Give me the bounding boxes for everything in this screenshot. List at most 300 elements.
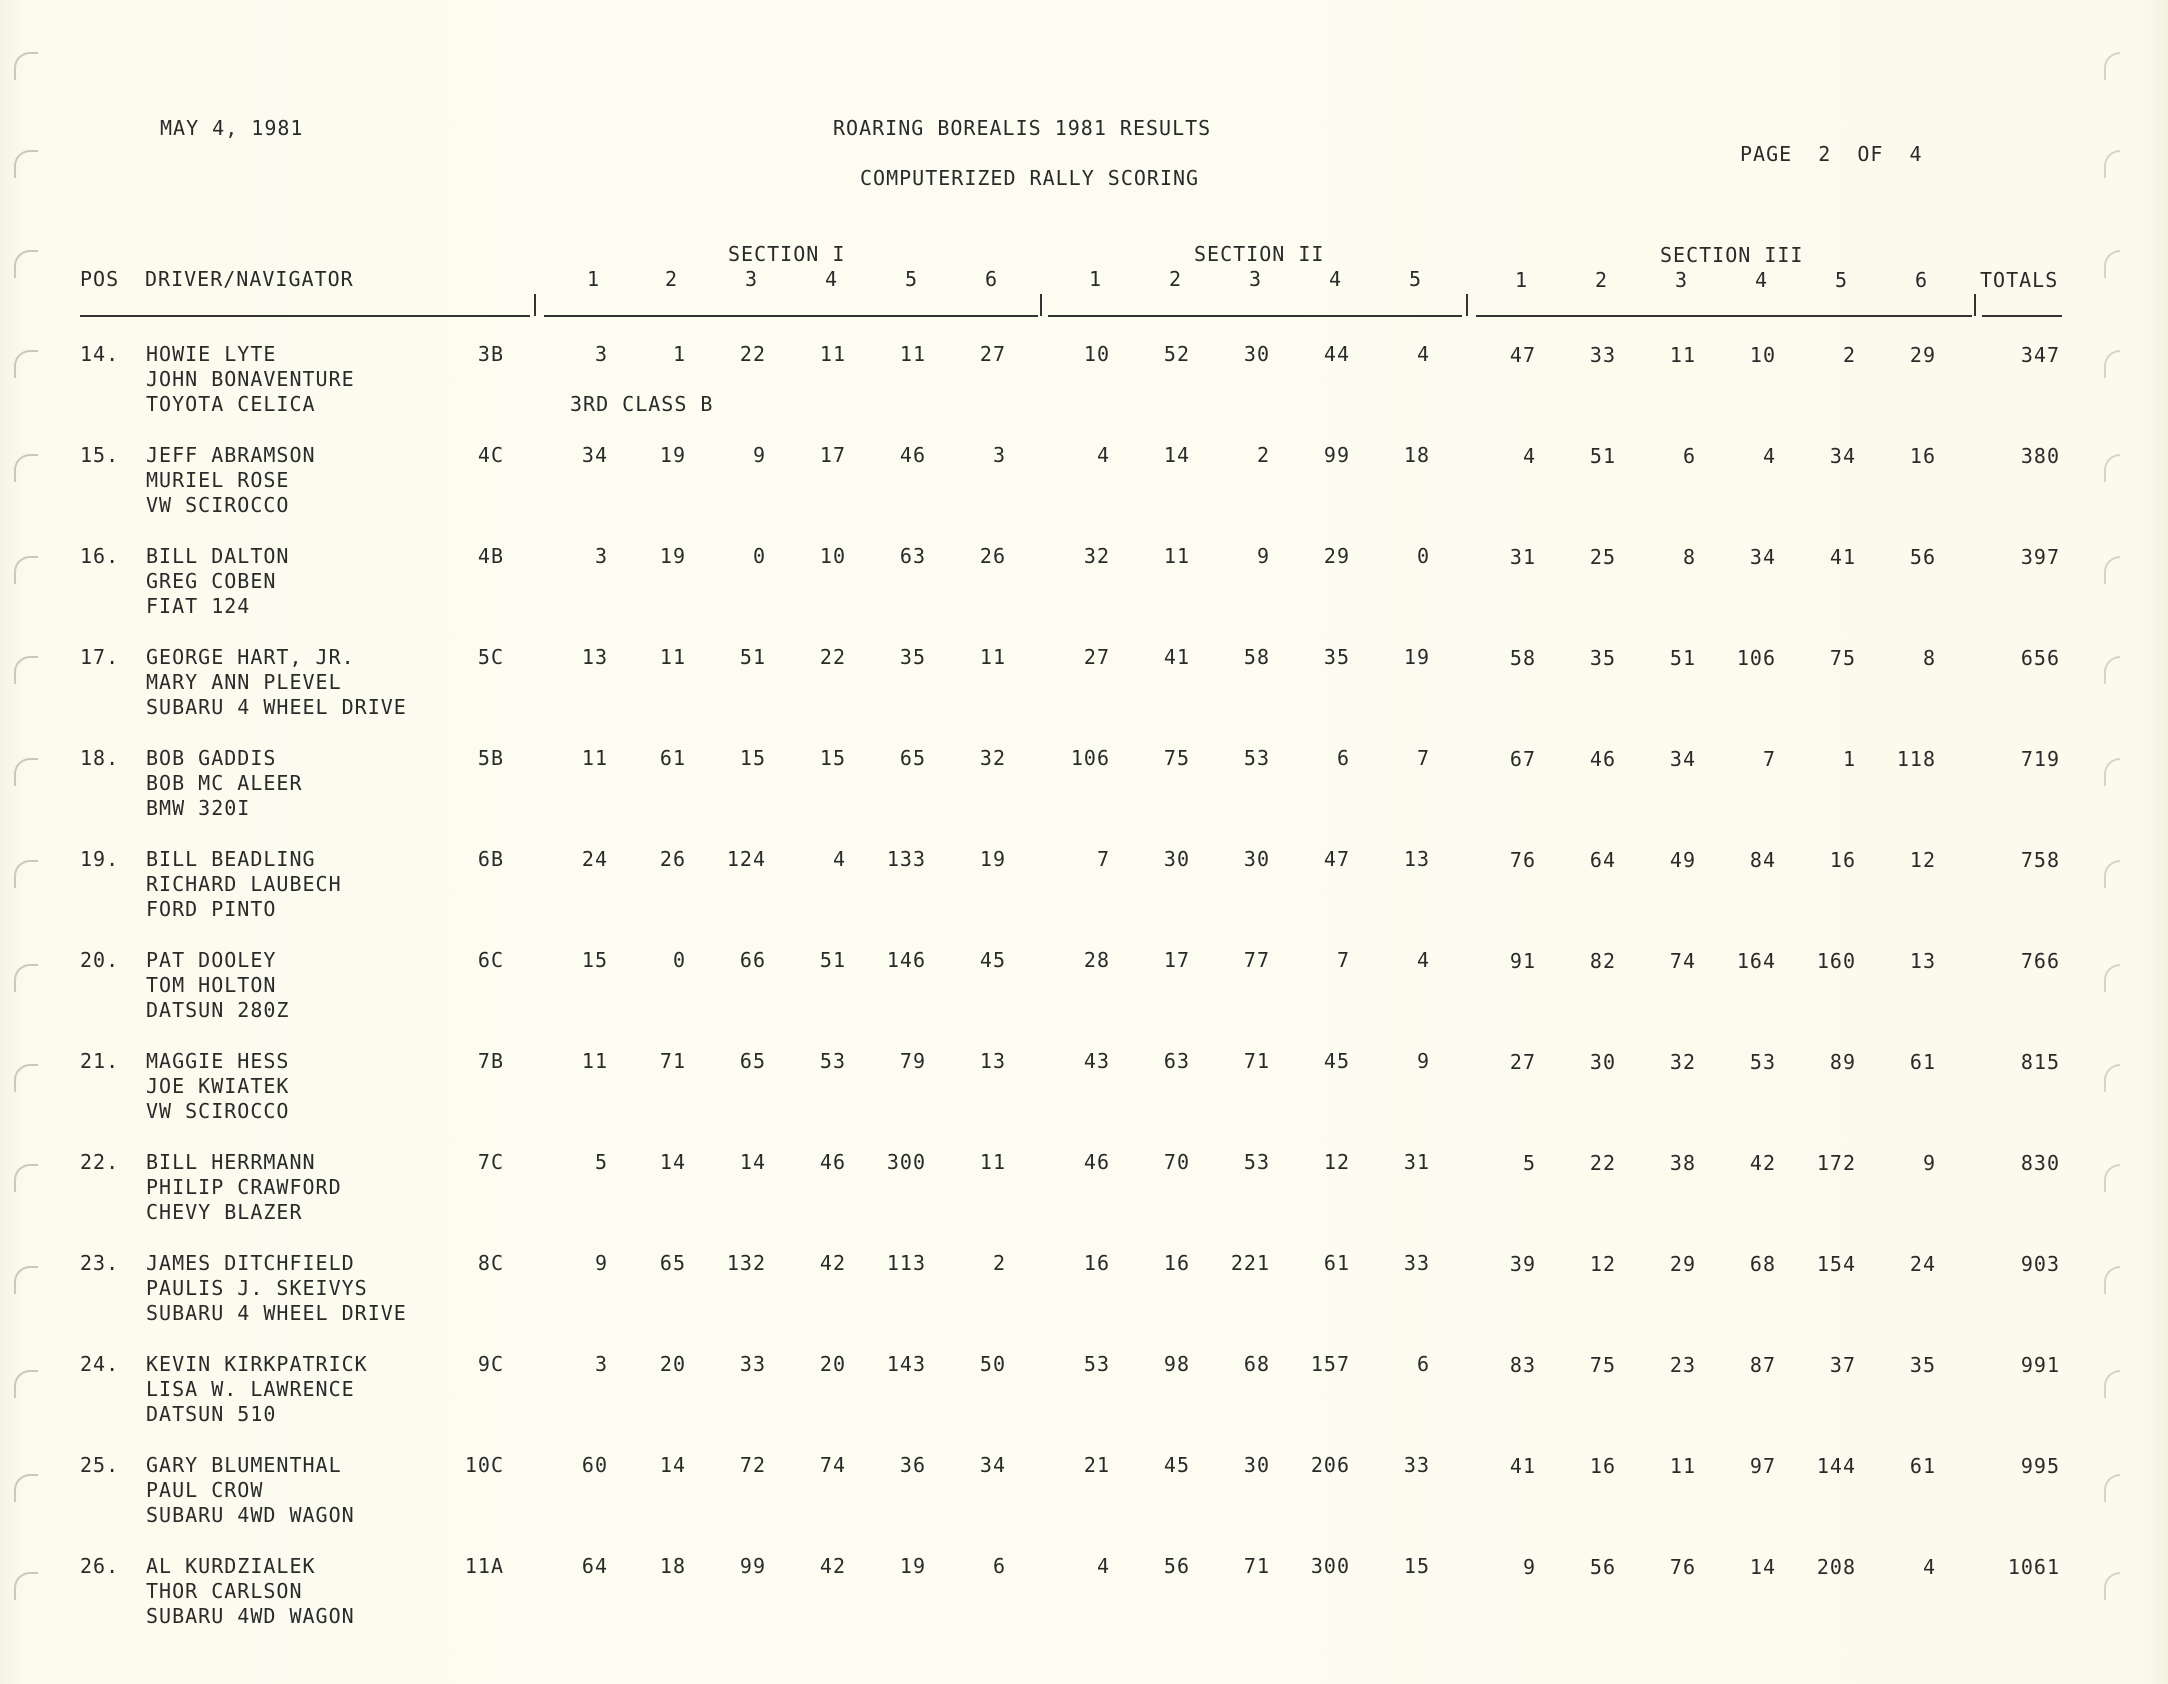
score-section-3: 9 [1922, 1151, 1936, 1175]
score-section-1: 26 [659, 847, 686, 871]
report-title: ROARING BOREALIS 1981 RESULTS [833, 116, 1212, 140]
row-driver: GARY BLUMENTHAL [146, 1453, 342, 1477]
score-section-3: 74 [1669, 949, 1696, 973]
binder-hole-icon [2104, 1164, 2120, 1192]
score-section-3: 8 [1922, 646, 1936, 670]
score-section-3: 97 [1749, 1454, 1776, 1478]
score-section-1: 3 [992, 443, 1006, 467]
header-tick [1040, 294, 1042, 316]
score-section-3: 82 [1589, 949, 1616, 973]
score-section-1: 11 [899, 342, 926, 366]
row-position: 18. [80, 746, 120, 770]
leg-header: 6 [1914, 268, 1928, 292]
score-section-2: 206 [1310, 1453, 1350, 1477]
leg-header: 3 [744, 267, 758, 291]
binder-hole-icon [14, 1572, 38, 1600]
leg-header: 5 [1834, 268, 1848, 292]
score-section-2: 70 [1163, 1150, 1190, 1174]
score-section-2: 4 [1416, 948, 1430, 972]
score-section-1: 10 [819, 544, 846, 568]
score-section-1: 9 [594, 1251, 608, 1275]
score-section-1: 11 [979, 1150, 1006, 1174]
binder-hole-icon [14, 1370, 38, 1398]
col-totals: TOTALS [1980, 268, 2059, 292]
row-class: 8C [477, 1251, 504, 1275]
row-driver: JAMES DITCHFIELD [146, 1251, 355, 1275]
score-section-3: 56 [1909, 545, 1936, 569]
score-section-3: 76 [1509, 848, 1536, 872]
leg-header: 4 [824, 267, 838, 291]
row-navigator: LISA W. LAWRENCE [146, 1377, 355, 1401]
score-section-1: 63 [899, 544, 926, 568]
score-section-2: 75 [1163, 746, 1190, 770]
binder-hole-icon [2104, 250, 2120, 278]
score-section-1: 124 [726, 847, 766, 871]
score-section-2: 300 [1310, 1554, 1350, 1578]
binder-hole-icon [2104, 350, 2120, 378]
row-total: 758 [2020, 848, 2060, 872]
score-section-1: 45 [979, 948, 1006, 972]
row-navigator: JOE KWIATEK [146, 1074, 290, 1098]
row-driver: BILL BEADLING [146, 847, 316, 871]
score-section-3: 87 [1749, 1353, 1776, 1377]
score-section-1: 66 [739, 948, 766, 972]
score-section-3: 29 [1909, 343, 1936, 367]
row-car: SUBARU 4WD WAGON [146, 1604, 355, 1628]
row-position: 17. [80, 645, 120, 669]
row-total: 719 [2020, 747, 2060, 771]
score-section-3: 61 [1909, 1050, 1936, 1074]
row-class: 3B [477, 342, 504, 366]
score-section-2: 19 [1403, 645, 1430, 669]
score-section-1: 11 [659, 645, 686, 669]
row-car: CHEVY BLAZER [146, 1200, 303, 1224]
score-section-1: 46 [899, 443, 926, 467]
row-position: 21. [80, 1049, 120, 1073]
score-section-1: 143 [886, 1352, 926, 1376]
row-note: 3RD CLASS B [570, 392, 714, 416]
binder-hole-icon [14, 52, 38, 80]
score-section-2: 14 [1163, 443, 1190, 467]
binder-hole-icon [14, 556, 38, 584]
score-section-2: 16 [1163, 1251, 1190, 1275]
score-section-1: 35 [899, 645, 926, 669]
row-total: 815 [2020, 1050, 2060, 1074]
row-driver: GEORGE HART, JR. [146, 645, 355, 669]
row-car: BMW 320I [146, 796, 251, 820]
score-section-3: 41 [1509, 1454, 1536, 1478]
score-section-3: 13 [1909, 949, 1936, 973]
header-rule-section-1 [544, 315, 1038, 317]
row-car: FORD PINTO [146, 897, 277, 921]
leg-header: 2 [664, 267, 678, 291]
header-tick [1974, 294, 1976, 316]
binder-hole-icon [14, 964, 38, 992]
score-section-2: 77 [1243, 948, 1270, 972]
leg-header: 1 [1514, 268, 1528, 292]
binder-hole-icon [2104, 860, 2120, 888]
header-rule-section-3 [1476, 315, 1972, 317]
score-section-1: 3 [594, 1352, 608, 1376]
score-section-1: 42 [819, 1251, 846, 1275]
score-section-2: 56 [1163, 1554, 1190, 1578]
binder-hole-icon [2104, 556, 2120, 584]
row-class: 4C [477, 443, 504, 467]
row-driver: MAGGIE HESS [146, 1049, 290, 1073]
row-car: SUBARU 4 WHEEL DRIVE [146, 695, 407, 719]
score-section-1: 36 [899, 1453, 926, 1477]
score-section-3: 56 [1589, 1555, 1616, 1579]
score-section-3: 61 [1909, 1454, 1936, 1478]
score-section-3: 2 [1842, 343, 1856, 367]
score-section-2: 61 [1323, 1251, 1350, 1275]
binder-hole-icon [2104, 1266, 2120, 1294]
leg-header: 3 [1248, 267, 1262, 291]
score-section-3: 33 [1589, 343, 1616, 367]
leg-header: 4 [1328, 267, 1342, 291]
row-total: 380 [2020, 444, 2060, 468]
row-total: 995 [2020, 1454, 2060, 1478]
score-section-3: 160 [1816, 949, 1856, 973]
score-section-3: 25 [1589, 545, 1616, 569]
row-navigator: THOR CARLSON [146, 1579, 303, 1603]
score-section-1: 1 [672, 342, 686, 366]
score-section-2: 71 [1243, 1049, 1270, 1073]
score-section-3: 46 [1589, 747, 1616, 771]
binder-hole-icon [2104, 1572, 2120, 1600]
score-section-3: 38 [1669, 1151, 1696, 1175]
leg-header: 2 [1594, 268, 1608, 292]
row-car: TOYOTA CELICA [146, 392, 316, 416]
header-rule-driver [80, 315, 530, 317]
score-section-2: 17 [1163, 948, 1190, 972]
score-section-3: 164 [1736, 949, 1776, 973]
leg-header: 6 [984, 267, 998, 291]
score-section-1: 99 [739, 1554, 766, 1578]
score-section-3: 29 [1669, 1252, 1696, 1276]
score-section-3: 30 [1589, 1050, 1616, 1074]
row-position: 15. [80, 443, 120, 467]
row-car: SUBARU 4 WHEEL DRIVE [146, 1301, 407, 1325]
score-section-3: 68 [1749, 1252, 1776, 1276]
score-section-2: 30 [1243, 342, 1270, 366]
score-section-2: 30 [1243, 847, 1270, 871]
score-section-2: 4 [1416, 342, 1430, 366]
row-position: 24. [80, 1352, 120, 1376]
score-section-3: 35 [1589, 646, 1616, 670]
score-section-1: 64 [581, 1554, 608, 1578]
score-section-2: 98 [1163, 1352, 1190, 1376]
score-section-1: 3 [594, 342, 608, 366]
score-section-3: 83 [1509, 1353, 1536, 1377]
row-navigator: JOHN BONAVENTURE [146, 367, 355, 391]
score-section-2: 53 [1083, 1352, 1110, 1376]
score-section-1: 300 [886, 1150, 926, 1174]
binder-hole-icon [2104, 150, 2120, 178]
row-car: FIAT 124 [146, 594, 251, 618]
report-date: MAY 4, 1981 [160, 116, 304, 140]
score-section-1: 3 [594, 544, 608, 568]
row-class: 4B [477, 544, 504, 568]
row-driver: JEFF ABRAMSON [146, 443, 316, 467]
row-navigator: RICHARD LAUBECH [146, 872, 342, 896]
score-section-3: 76 [1669, 1555, 1696, 1579]
binder-hole-icon [14, 1474, 38, 1502]
score-section-2: 4 [1096, 443, 1110, 467]
score-section-2: 47 [1323, 847, 1350, 871]
row-total: 656 [2020, 646, 2060, 670]
row-class: 9C [477, 1352, 504, 1376]
row-total: 903 [2020, 1252, 2060, 1276]
row-class: 6B [477, 847, 504, 871]
score-section-1: 11 [581, 1049, 608, 1073]
score-section-3: 9 [1522, 1555, 1536, 1579]
score-section-1: 24 [581, 847, 608, 871]
score-section-1: 2 [992, 1251, 1006, 1275]
binder-hole-icon [2104, 454, 2120, 482]
score-section-2: 18 [1403, 443, 1430, 467]
score-section-2: 41 [1163, 645, 1190, 669]
score-section-2: 7 [1096, 847, 1110, 871]
score-section-2: 33 [1403, 1251, 1430, 1275]
row-position: 25. [80, 1453, 120, 1477]
score-section-1: 60 [581, 1453, 608, 1477]
score-section-3: 42 [1749, 1151, 1776, 1175]
score-section-1: 13 [581, 645, 608, 669]
score-section-3: 64 [1589, 848, 1616, 872]
score-section-1: 42 [819, 1554, 846, 1578]
score-section-3: 51 [1669, 646, 1696, 670]
score-section-2: 13 [1403, 847, 1430, 871]
score-section-2: 33 [1403, 1453, 1430, 1477]
row-class: 7C [477, 1150, 504, 1174]
score-section-3: 106 [1736, 646, 1776, 670]
header-rule-section-2 [1048, 315, 1462, 317]
score-section-3: 27 [1509, 1050, 1536, 1074]
binder-hole-icon [2104, 758, 2120, 786]
score-section-1: 6 [992, 1554, 1006, 1578]
leg-header: 5 [1408, 267, 1422, 291]
score-section-1: 19 [899, 1554, 926, 1578]
score-section-1: 65 [899, 746, 926, 770]
row-navigator: PAULIS J. SKEIVYS [146, 1276, 368, 1300]
score-section-3: 53 [1749, 1050, 1776, 1074]
score-section-3: 23 [1669, 1353, 1696, 1377]
binder-hole-icon [14, 860, 38, 888]
score-section-2: 9 [1256, 544, 1270, 568]
leg-header: 4 [1754, 268, 1768, 292]
row-driver: AL KURDZIALEK [146, 1554, 316, 1578]
score-section-3: 16 [1589, 1454, 1616, 1478]
score-section-1: 18 [659, 1554, 686, 1578]
score-section-3: 12 [1909, 848, 1936, 872]
row-position: 26. [80, 1554, 120, 1578]
score-section-1: 5 [594, 1150, 608, 1174]
score-section-1: 32 [979, 746, 1006, 770]
score-section-2: 21 [1083, 1453, 1110, 1477]
binder-hole-icon [14, 656, 38, 684]
row-position: 16. [80, 544, 120, 568]
score-section-1: 17 [819, 443, 846, 467]
binder-hole-icon [14, 758, 38, 786]
score-section-3: 11 [1669, 343, 1696, 367]
score-section-3: 7 [1762, 747, 1776, 771]
row-driver: BOB GADDIS [146, 746, 277, 770]
score-section-2: 12 [1323, 1150, 1350, 1174]
score-section-1: 20 [659, 1352, 686, 1376]
score-section-3: 41 [1829, 545, 1856, 569]
score-section-1: 14 [659, 1453, 686, 1477]
row-car: VW SCIROCCO [146, 1099, 290, 1123]
score-section-1: 11 [581, 746, 608, 770]
score-section-2: 9 [1416, 1049, 1430, 1073]
row-total: 830 [2020, 1151, 2060, 1175]
score-section-1: 53 [819, 1049, 846, 1073]
score-section-1: 4 [832, 847, 846, 871]
leg-header: 3 [1674, 268, 1688, 292]
score-section-2: 58 [1243, 645, 1270, 669]
score-section-1: 19 [979, 847, 1006, 871]
score-section-2: 30 [1243, 1453, 1270, 1477]
leg-header: 1 [1088, 267, 1102, 291]
row-total: 1061 [2007, 1555, 2060, 1579]
score-section-3: 84 [1749, 848, 1776, 872]
score-section-3: 14 [1749, 1555, 1776, 1579]
score-section-2: 28 [1083, 948, 1110, 972]
score-section-1: 19 [659, 544, 686, 568]
score-section-3: 5 [1522, 1151, 1536, 1175]
row-navigator: MARY ANN PLEVEL [146, 670, 342, 694]
page-number: PAGE 2 OF 4 [1740, 142, 1923, 166]
score-section-3: 39 [1509, 1252, 1536, 1276]
binder-hole-icon [14, 350, 38, 378]
binder-hole-icon [2104, 1474, 2120, 1502]
score-section-3: 91 [1509, 949, 1536, 973]
score-section-3: 10 [1749, 343, 1776, 367]
score-section-3: 37 [1829, 1353, 1856, 1377]
score-section-3: 34 [1749, 545, 1776, 569]
score-section-1: 15 [581, 948, 608, 972]
score-section-3: 172 [1816, 1151, 1856, 1175]
score-section-1: 0 [672, 948, 686, 972]
score-section-3: 118 [1896, 747, 1936, 771]
row-class: 5C [477, 645, 504, 669]
score-section-1: 22 [739, 342, 766, 366]
leg-header: 5 [904, 267, 918, 291]
row-driver: KEVIN KIRKPATRICK [146, 1352, 368, 1376]
score-section-2: 71 [1243, 1554, 1270, 1578]
score-section-3: 4 [1522, 444, 1536, 468]
row-car: DATSUN 510 [146, 1402, 277, 1426]
score-section-1: 15 [739, 746, 766, 770]
score-section-2: 6 [1416, 1352, 1430, 1376]
score-section-3: 4 [1922, 1555, 1936, 1579]
score-section-3: 1 [1842, 747, 1856, 771]
binder-hole-icon [2104, 656, 2120, 684]
score-section-2: 68 [1243, 1352, 1270, 1376]
score-section-3: 24 [1909, 1252, 1936, 1276]
row-position: 22. [80, 1150, 120, 1174]
binder-hole-icon [14, 250, 38, 278]
score-section-1: 15 [819, 746, 846, 770]
score-section-3: 4 [1762, 444, 1776, 468]
row-position: 14. [80, 342, 120, 366]
col-pos: POS [80, 267, 120, 291]
col-section-1: SECTION I [728, 242, 846, 266]
score-section-2: 44 [1323, 342, 1350, 366]
score-section-2: 99 [1323, 443, 1350, 467]
score-section-1: 14 [739, 1150, 766, 1174]
score-section-3: 89 [1829, 1050, 1856, 1074]
row-total: 347 [2020, 343, 2060, 367]
score-section-1: 51 [819, 948, 846, 972]
row-driver: BILL HERRMANN [146, 1150, 316, 1174]
score-section-1: 11 [979, 645, 1006, 669]
binder-hole-icon [2104, 52, 2120, 80]
header-tick [1466, 294, 1468, 316]
score-section-3: 8 [1682, 545, 1696, 569]
score-section-1: 26 [979, 544, 1006, 568]
binder-hole-icon [2104, 1064, 2120, 1092]
score-section-1: 9 [752, 443, 766, 467]
row-driver: HOWIE LYTE [146, 342, 277, 366]
score-section-2: 10 [1083, 342, 1110, 366]
row-car: DATSUN 280Z [146, 998, 290, 1022]
score-section-3: 35 [1909, 1353, 1936, 1377]
row-class: 11A [464, 1554, 504, 1578]
row-total: 397 [2020, 545, 2060, 569]
score-section-1: 113 [886, 1251, 926, 1275]
score-section-1: 65 [659, 1251, 686, 1275]
row-class: 7B [477, 1049, 504, 1073]
score-section-1: 71 [659, 1049, 686, 1073]
score-section-1: 72 [739, 1453, 766, 1477]
col-section-3: SECTION III [1660, 243, 1804, 267]
binder-hole-icon [2104, 1370, 2120, 1398]
score-section-2: 27 [1083, 645, 1110, 669]
score-section-2: 29 [1323, 544, 1350, 568]
score-section-3: 75 [1829, 646, 1856, 670]
score-section-1: 74 [819, 1453, 846, 1477]
row-class: 5B [477, 746, 504, 770]
score-section-1: 34 [581, 443, 608, 467]
score-section-3: 144 [1816, 1454, 1856, 1478]
binder-hole-icon [14, 1266, 38, 1294]
score-section-1: 61 [659, 746, 686, 770]
score-section-2: 31 [1403, 1150, 1430, 1174]
score-section-2: 52 [1163, 342, 1190, 366]
score-section-3: 22 [1589, 1151, 1616, 1175]
score-section-2: 45 [1163, 1453, 1190, 1477]
score-section-1: 133 [886, 847, 926, 871]
score-section-3: 67 [1509, 747, 1536, 771]
row-driver: PAT DOOLEY [146, 948, 277, 972]
score-section-3: 31 [1509, 545, 1536, 569]
col-section-2: SECTION II [1194, 242, 1325, 266]
score-section-3: 16 [1829, 848, 1856, 872]
row-navigator: TOM HOLTON [146, 973, 277, 997]
header-rule-totals [1982, 315, 2062, 317]
col-driver: DRIVER/NAVIGATOR [145, 267, 354, 291]
score-section-1: 46 [819, 1150, 846, 1174]
score-section-2: 2 [1256, 443, 1270, 467]
row-class: 6C [477, 948, 504, 972]
binder-hole-icon [14, 1064, 38, 1092]
score-section-2: 106 [1070, 746, 1110, 770]
row-total: 766 [2020, 949, 2060, 973]
score-section-2: 7 [1416, 746, 1430, 770]
score-section-2: 32 [1083, 544, 1110, 568]
